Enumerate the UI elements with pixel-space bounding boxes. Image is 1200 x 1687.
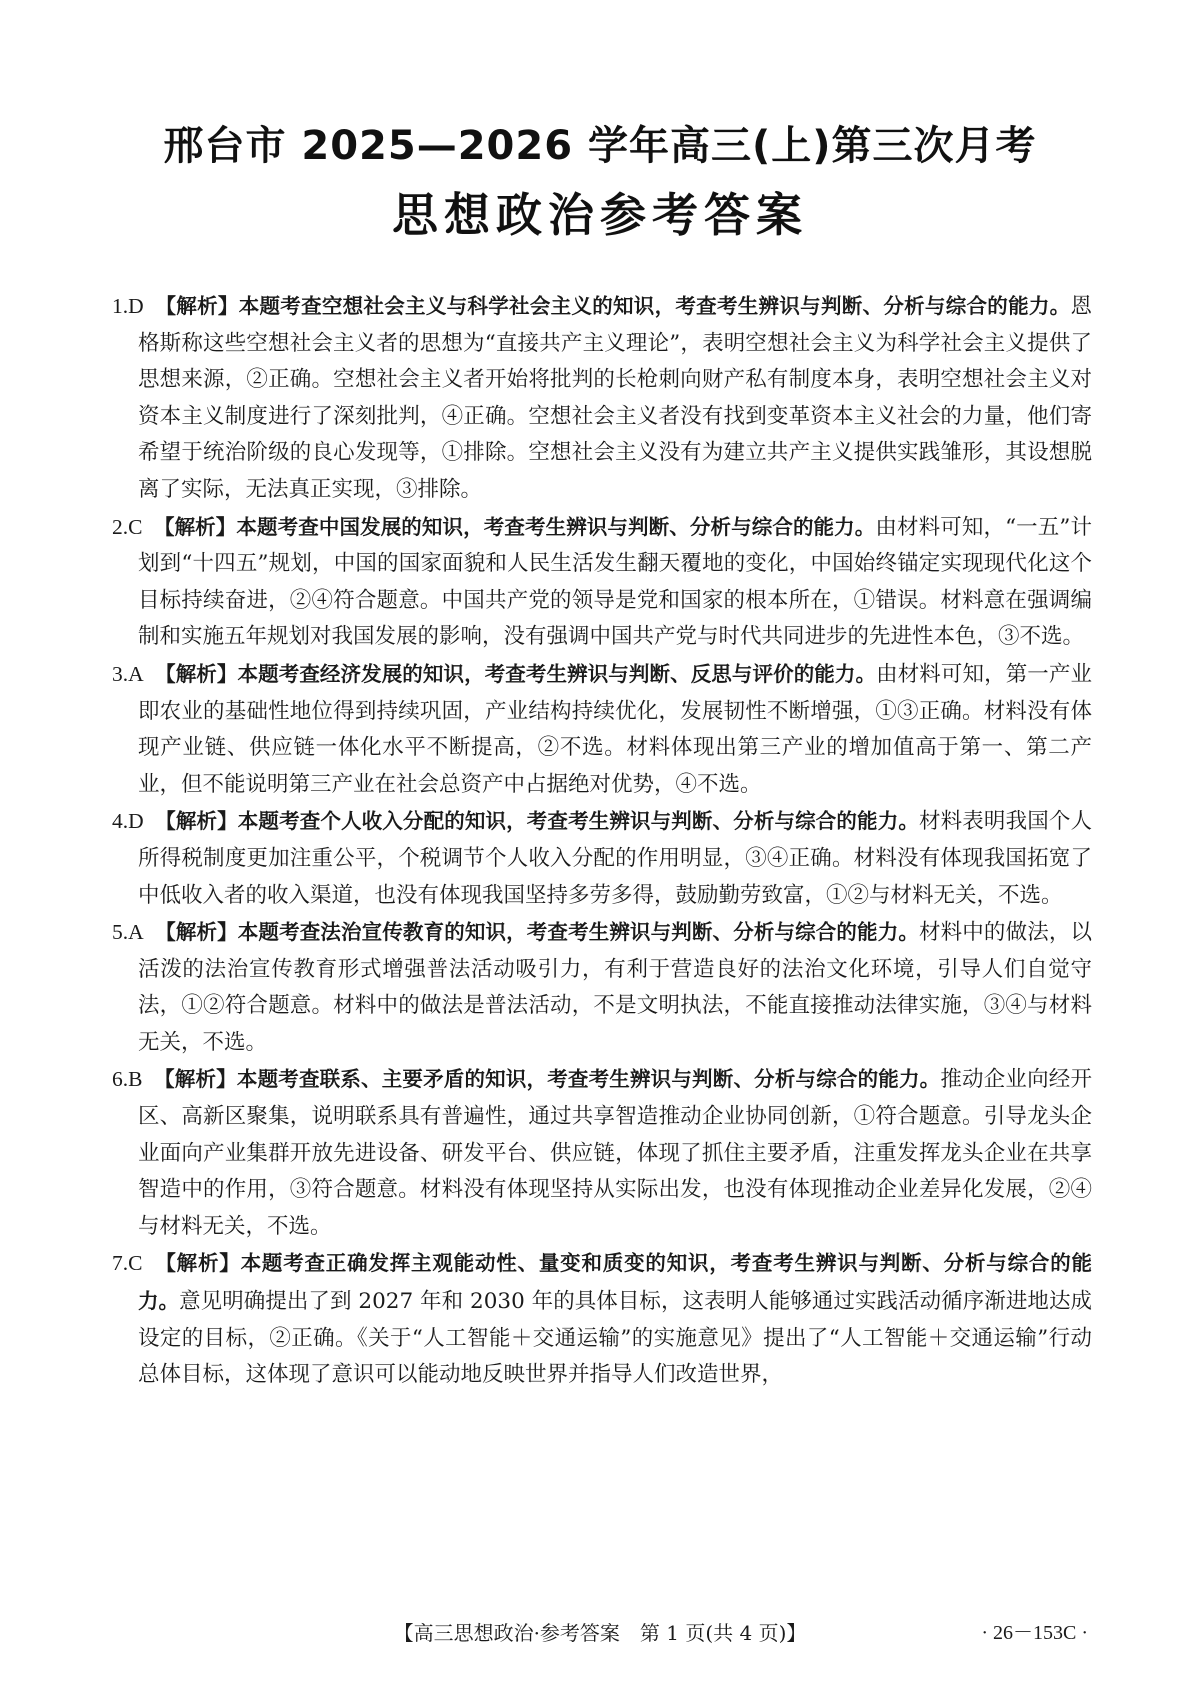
analysis-lead: 本题考查个人收入分配的知识，考查考生辨识与判断、分析与综合的能力。	[237, 809, 919, 834]
answer-number: 3.A	[112, 661, 144, 686]
answer-title: 思想政治参考答案	[392, 188, 808, 242]
analysis-body: 由材料可知，“一五”计划到“十四五”规划，中国的国家面貌和人民生活发生翻天覆地的变化，中国始终锚定实现现代化这个目标持续奋进，②④符合题意。中国共产党的领导是党和国家的根本所在，①错误。材料意在强调编制和实施五年规划对我国发展的影响，没有强调中国共产党与时代共同进步的先进性本色，③不选。	[138, 514, 1092, 650]
answer-item-5	[112, 914, 1092, 1061]
analysis-tag: 【解析】	[165, 809, 238, 834]
analysis-body: 推动企业向经开区、高新区聚集，说明联系具有普遍性，通过共享智造推动企业协同创新，①符合题意。引导龙头企业面向产业集群开放先进设备、研发平台、供应链，体现了抓住主要矛盾，注重发挥龙头企业在共享智造中的作用，③符合题意。材料没有体现坚持从实际出发，也没有体现推动企业差异化发展，②④与材料无关，不选。	[138, 1067, 1092, 1239]
analysis-lead: 本题考查正确发挥主观能动性、量变和质变的知识，考查考生辨识与判断、分析与综合的能力。	[138, 1251, 1093, 1314]
page-footer	[0, 1615, 1200, 1651]
answer-number: 5.A	[112, 920, 144, 945]
analysis-body: 恩格斯称这些空想社会主义者的思想为“直接共产主义理论”，表明空想社会主义为科学社会主义提供了思想来源，②正确。空想社会主义者开始将批判的长枪刺向财产私有制度本身，表明空想社会主义对资本主义制度进行了深刻批判，④正确。空想社会主义者没有找到变革资本主义社会的力量，他们寄希望于统治阶级的良心发现等，①排除。空想社会主义没有为建立共产主义提供实践雏形，其设想脱离了实际，无法真正实现，③排除。	[138, 294, 1092, 502]
answer-number: 7.C	[112, 1251, 143, 1276]
analysis-lead: 本题考查经济发展的知识，考查考生辨识与判断、反思与评价的能力。	[237, 661, 877, 686]
analysis-lead: 本题考查法治宣传教育的知识，考查考生辨识与判断、分析与综合的能力。	[237, 920, 919, 945]
analysis-body: 材料表明我国个人所得税制度更加注重公平，个税调节个人收入分配的作用明显，③④正确。材料没有体现我国拓宽了中低收入者的收入渠道，也没有体现我国坚持多劳多得，鼓励勤劳致富，①②与材料无关，不选。	[138, 809, 1092, 908]
title-block	[0, 118, 1200, 246]
exam-title: 邢台市 2025—2026 学年高三(上)第三次月考	[163, 123, 1037, 169]
analysis-tag: 【解析】	[165, 1251, 241, 1276]
analysis-tag: 【解析】	[164, 1067, 237, 1092]
answer-item-3	[112, 656, 1092, 803]
analysis-lead: 本题考查中国发展的知识，考查考生辨识与判断、分析与综合的能力。	[236, 514, 876, 539]
answer-item-1	[112, 288, 1092, 509]
answer-number: 2.C	[112, 514, 143, 539]
answer-number: 1.D	[112, 294, 144, 318]
analysis-tag: 【解析】	[165, 920, 238, 945]
analysis-tag: 【解析】	[165, 661, 238, 686]
analysis-body: 由材料可知，第一产业即农业的基础性地位得到持续巩固，产业结构持续优化，发展韧性不断增强，①③正确。材料没有体现产业链、供应链一体化水平不断提高，②不选。材料体现出第三产业的增加值高于第一、第二产业，但不能说明第三产业在社会总资产中占据绝对优势，④不选。	[138, 661, 1092, 797]
analysis-tag: 【解析】	[165, 294, 239, 318]
answer-item-4	[112, 803, 1092, 914]
analysis-lead: 本题考查联系、主要矛盾的知识，考查考生辨识与判断、分析与综合的能力。	[236, 1067, 941, 1092]
answer-item-6	[112, 1061, 1092, 1245]
footer-doc-code: · 26－153C ·	[981, 1622, 1088, 1644]
answer-item-2	[112, 509, 1092, 656]
footer-page-info: 【高三思想政治·参考答案 第 1 页(共 4 页)】	[393, 1621, 807, 1645]
answer-number: 6.B	[112, 1067, 143, 1092]
answer-item-7	[112, 1245, 1092, 1393]
answer-list	[112, 288, 1092, 1394]
analysis-tag: 【解析】	[164, 514, 237, 539]
analysis-body: 意见明确提出了到 2027 年和 2030 年的具体目标，这表明人能够通过实践活动循序渐进地达成设定的目标，②正确。《关于“人工智能＋交通运输”的实施意见》提出了“人工智能＋交通运输”行动总体目标，这体现了意识可以能动地反映世界并指导人们改造世界，	[138, 1289, 1092, 1388]
analysis-lead: 本题考查空想社会主义与科学社会主义的知识，考查考生辨识与判断、分析与综合的能力。	[238, 294, 1071, 318]
answer-number: 4.D	[112, 809, 144, 834]
analysis-body: 材料中的做法，以活泼的法治宣传教育形式增强普法活动吸引力，有利于营造良好的法治文化环境，引导人们自觉守法，①②符合题意。材料中的做法是普法活动，不是文明执法，不能直接推动法律实施，③④与材料无关，不选。	[138, 920, 1092, 1055]
